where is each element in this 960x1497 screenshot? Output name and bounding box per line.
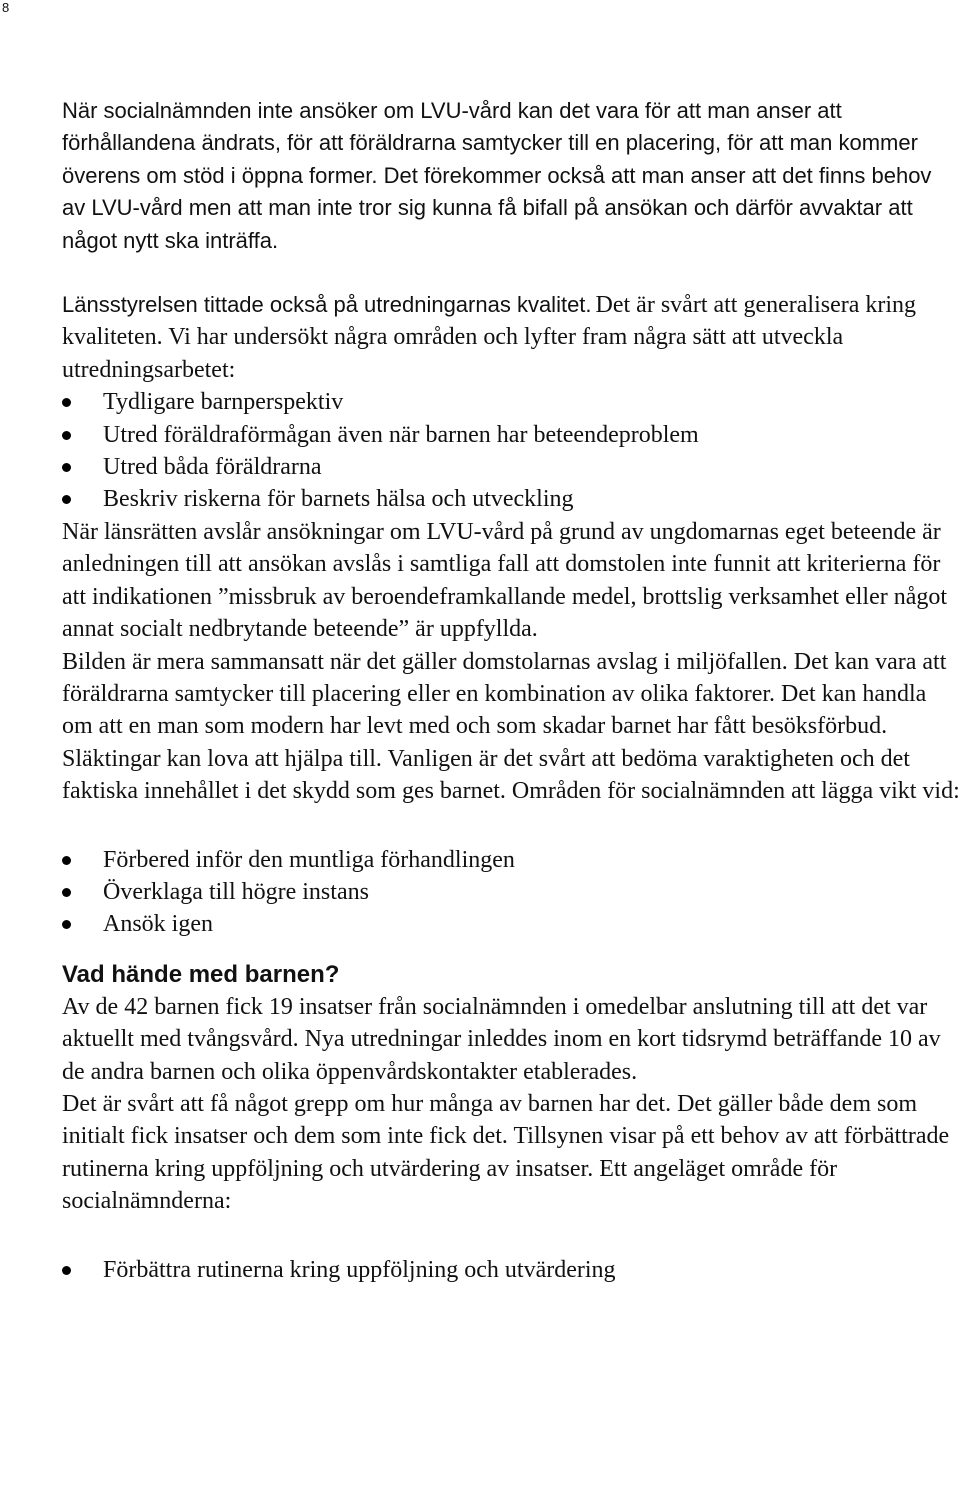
list-item-text: Utred föräldraförmågan även när barnen har beteendeproblem [103, 421, 699, 448]
list-item-text: Överklaga till högre instans [103, 878, 369, 905]
list-item [62, 844, 960, 876]
paragraph-lansratten: När länsrätten avslår ansökningar om LVU-vård på grund av ungdomarnas eget beteende är anledningen till att ansökan avslås i samtliga fall att domstolen inte funnit att kriterierna för att indikationen ”missbruk av beroendeframkallande medel, brottslig verksamhet eller något annat socialt nedbrytande beteende” är uppfyllda. [62, 518, 948, 643]
bullet-icon [62, 856, 71, 865]
list-item-text: Tydligare barnperspektiv [103, 389, 344, 416]
paragraph-lvu-reasons: När socialnämnden inte ansöker om LVU-vård kan det vara för att man anser att förhållandena ändrats, för att föräldrarna samtycker till en placering, för att man kommer överens om stöd i öppna former. Det förekommer också att man anser att det finns behov av LVU-vård men att man inte tror sig kunna få bifall på ansökan och därför avvaktar att något nytt ska inträffa. [62, 98, 932, 253]
bullet-icon [62, 888, 71, 897]
paragraph-children-outcome: Av de 42 barnen fick 19 insatser från socialnämnden i omedelbar anslutning till att det var aktuellt med tvångsvård. Nya utredningar inleddes inom en kort tidsrymd beträffande 10 av de andra barnen och olika öppenvårdskontakter etablerades. [62, 993, 941, 1085]
quality-detail-text: Det är svårt att generalisera kring kvaliteten. Vi har undersökt några områden och lyfter fram några sätt att utveckla utredningsarbetet: [62, 292, 917, 383]
bullet-list-focus-areas [62, 844, 960, 941]
paragraph-follow-up: Det är svårt att få något grepp om hur många av barnen har det. Det gäller både dem som initialt fick insatser och dem som inte fick det. Tillsynen visar på ett behov av att förbättrade rutinerna kring uppföljning och utvärdering av insatser. Ett angeläget område för socialnämnderna: [62, 1090, 950, 1215]
page-number: 8 [2, 0, 10, 15]
list-item [62, 1254, 960, 1286]
bullet-icon [62, 398, 71, 407]
bullet-icon [62, 495, 71, 504]
quality-intro-text: Länsstyrelsen tittade också på utredningarnas kvalitet. [62, 292, 592, 318]
list-item-text: Förbered inför den muntliga förhandlingen [103, 846, 515, 873]
bullet-list-investigation [62, 386, 960, 516]
bullet-list-improve [62, 1254, 960, 1286]
bullet-icon [62, 1266, 71, 1275]
bullet-icon [62, 463, 71, 472]
list-item [62, 483, 960, 515]
paragraph-quality [62, 289, 960, 386]
list-item [62, 876, 960, 908]
paragraph-miljofallen: Bilden är mera sammansatt när det gäller domstolarnas avslag i miljöfallen. Det kan vara att föräldrarna samtycker till placering eller en kombination av olika faktorer. Det kan handla om att en man som modern har levt med och som skadar barnet har fått besöksförbud. Släktingar kan lova att hjälpa till. Vanligen är det svårt att bedöma varaktigheten och det faktiska innehållet i det skydd som ges barnet. Områden för socialnämnden att lägga vikt vid: [62, 648, 960, 805]
list-item [62, 908, 960, 940]
document-body [62, 95, 960, 1286]
section-heading: Vad hände med barnen? [62, 960, 340, 988]
list-item [62, 419, 960, 451]
bullet-icon [62, 920, 71, 929]
list-item-text: Utred båda föräldrarna [103, 454, 322, 481]
list-item-text: Beskriv riskerna för barnets hälsa och utveckling [103, 486, 574, 513]
bullet-icon [62, 431, 71, 440]
list-item [62, 451, 960, 483]
list-item-text: Förbättra rutinerna kring uppföljning och utvärdering [103, 1256, 616, 1283]
list-item [62, 386, 960, 418]
list-item-text: Ansök igen [103, 911, 213, 938]
